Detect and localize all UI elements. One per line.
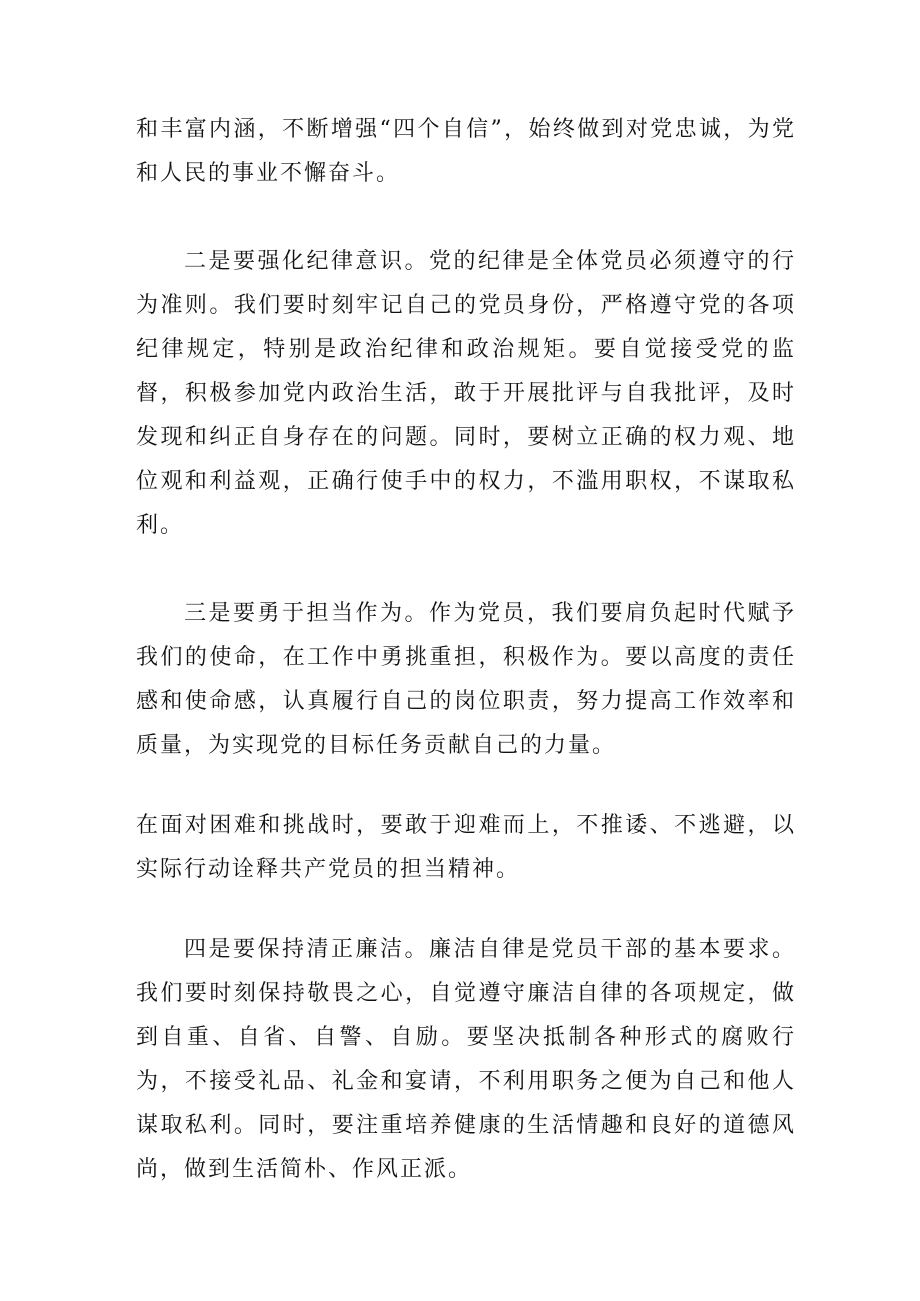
document-body [136, 108, 796, 1236]
paragraph-challenges: 在面对困难和挑战时，要敢于迎难而上，不推诿、不逃避，以实际行动诠释共产党员的担当精神。 [136, 813, 796, 882]
paragraph-continuation: 和丰富内涵，不断增强“四个自信”，始终做到对党忠诚，为党和人民的事业不懈奋斗。 [136, 117, 796, 186]
paragraph-discipline: 二是要强化纪律意识。党的纪律是全体党员必须遵守的行为准则。我们要时刻牢记自己的党员身份，严格遵守党的各项纪律规定，特别是政治纪律和政治规矩。要自觉接受党的监督，积极参加党内政治生活，敢于开展批评与自我批评，及时发现和纠正自身存在的问题。同时，要树立正确的权力观、地位观和利益观，正确行使手中的权力，不滥用职权，不谋取私利。 [136, 249, 796, 538]
paragraph-integrity: 四是要保持清正廉洁。廉洁自律是党员干部的基本要求。我们要时刻保持敬畏之心，自觉遵守廉洁自律的各项规定，做到自重、自省、自警、自励。要坚决抵制各种形式的腐败行为，不接受礼品、礼金和宴请，不利用职务之便为自己和他人谋取私利。同时，要注重培养健康的生活情趣和良好的道德风尚，做到生活简朴、作风正派。 [136, 937, 796, 1182]
paragraph-responsibility: 三是要勇于担当作为。作为党员，我们要肩负起时代赋予我们的使命，在工作中勇挑重担，积极作为。要以高度的责任感和使命感，认真履行自己的岗位职责，努力提高工作效率和质量，为实现党的目标任务贡献自己的力量。 [136, 601, 796, 758]
